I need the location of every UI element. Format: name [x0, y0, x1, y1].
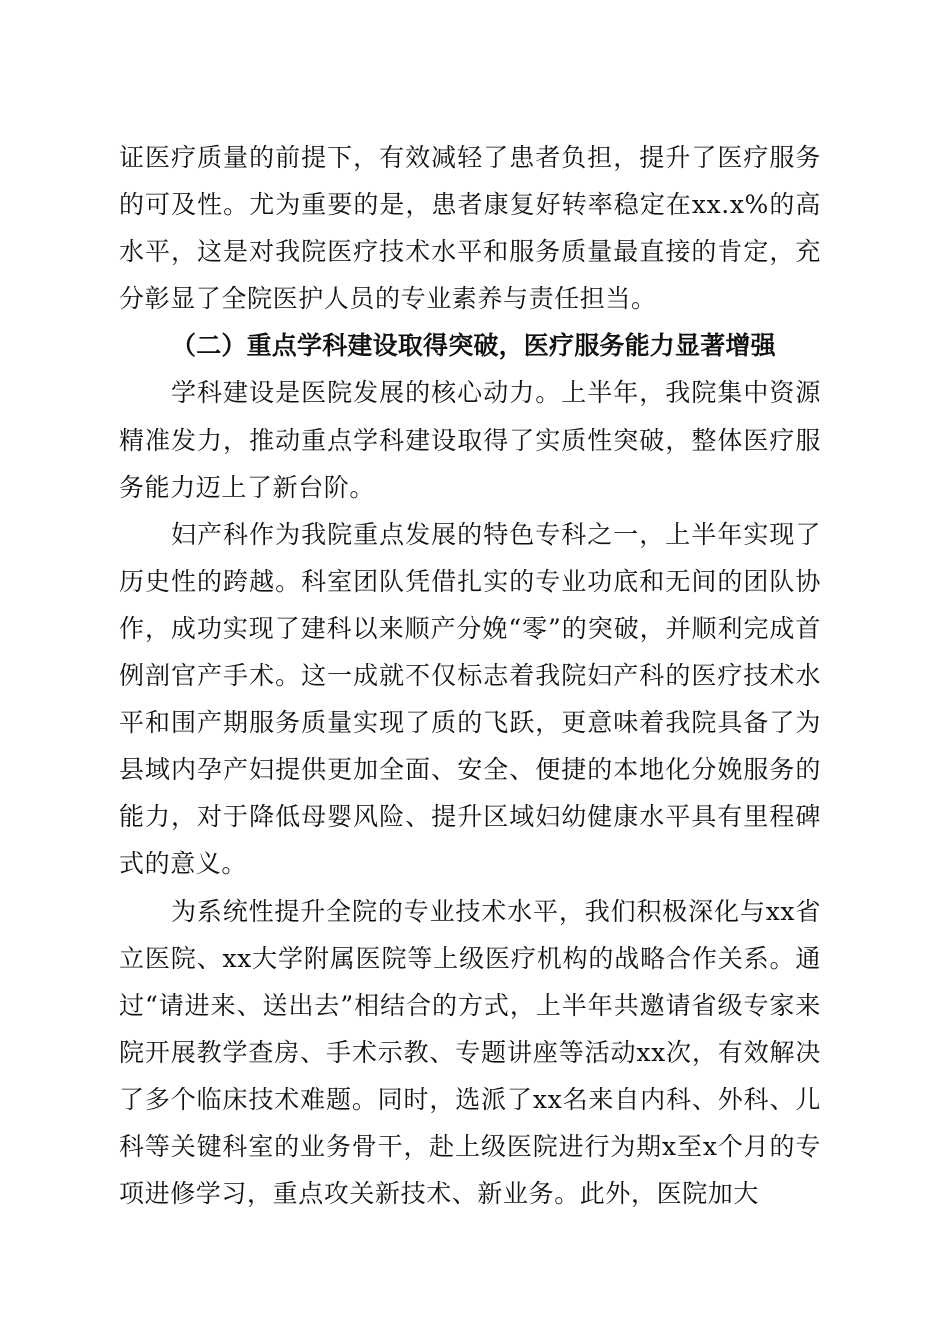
document-body [119, 134, 821, 1217]
section-heading-2: （二）重点学科建设取得突破，医疗服务能力显著增强 [171, 331, 776, 361]
paragraph-obstetrics: 妇产科作为我院重点发展的特色专科之一，上半年实现了历史性的跨越。科室团队凭借扎实的专业功底和无间的团队协作，成功实现了建科以来顺产分娩“零”的突破，并顺利完成首例剖官产手术。这一成就不仅标志着我院妇产科的医疗技术水平和围产期服务质量实现了质的飞跃，更意味着我院具备了为县域内孕产妇提供更加全面、安全、便捷的本地化分娩服务的能力，对于降低母婴风险、提升区域妇幼健康水平具有里程碑式的意义。 [119, 519, 821, 879]
paragraph-continuation: 证医疗质量的前提下，有效减轻了患者负担，提升了医疗服务的可及性。尤为重要的是，患者康复好转率稳定在xx.x%的高水平，这是对我院医疗技术水平和服务质量最直接的肯定，充分彰显了全院医护人员的专业素养与责任担当。 [119, 143, 821, 314]
paragraph-discipline-intro: 学科建设是医院发展的核心动力。上半年，我院集中资源精准发力，推动重点学科建设取得了实质性突破，整体医疗服务能力迈上了新台阶。 [119, 378, 821, 502]
paragraph-cooperation: 为系统性提升全院的专业技术水平，我们积极深化与xx省立医院、xx大学附属医院等上级医疗机构的战略合作关系。通过“请进来、送出去”相结合的方式，上半年共邀请省级专家来院开展教学查房、手术示教、专题讲座等活动xx次，有效解决了多个临床技术难题。同时，选派了xx名来自内科、外科、儿科等关键科室的业务骨干，赴上级医院进行为期x至x个月的专项进修学习，重点攻关新技术、新业务。此外，医院加大 [119, 896, 821, 1209]
